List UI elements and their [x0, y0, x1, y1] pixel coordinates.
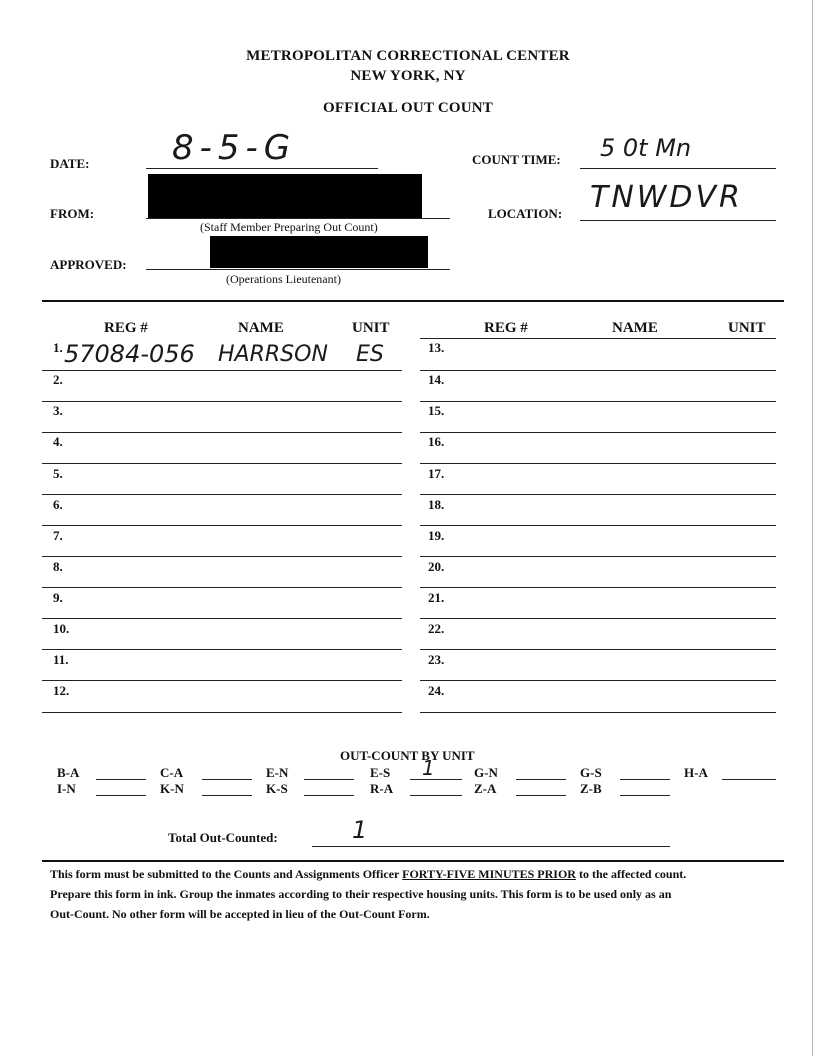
- footer-line-1: [50, 864, 790, 884]
- left-row-line: [42, 432, 402, 433]
- approved-line: [146, 269, 450, 270]
- unit-code: H-A: [684, 765, 708, 780]
- right-row-num: 20.: [428, 559, 445, 574]
- left-row-num: 10.: [53, 621, 70, 636]
- from-line: [146, 218, 450, 219]
- unit-code: B-A: [57, 765, 80, 780]
- right-row-line: [420, 556, 776, 557]
- count-time-line: [580, 168, 776, 169]
- left-row-line: [42, 494, 402, 495]
- unit-blank[interactable]: [304, 779, 354, 780]
- date-value[interactable]: 8-5-G: [172, 128, 297, 168]
- footer-divider: [42, 860, 784, 862]
- right-row-line: [420, 618, 776, 619]
- date-label: DATE:: [50, 156, 90, 171]
- unit-blank[interactable]: [410, 795, 462, 796]
- footer-line-2: Prepare this form in ink. Group the inmates according to their respective housing units. This form is to be used only as an: [50, 887, 672, 901]
- unit-code: R-A: [370, 781, 394, 796]
- right-row-num: 24.: [428, 683, 445, 698]
- unit-blank[interactable]: [410, 779, 462, 780]
- unit-code: E-S: [370, 765, 391, 780]
- right-row-line: [420, 680, 776, 681]
- right-row-line: [420, 432, 776, 433]
- left-name-header: NAME: [238, 320, 284, 336]
- right-row-num: 21.: [428, 590, 445, 605]
- unit-blank[interactable]: [620, 795, 670, 796]
- unit-code: Z-B: [580, 781, 602, 796]
- right-row-num: 19.: [428, 528, 445, 543]
- right-unit-header: UNIT: [728, 320, 766, 336]
- right-row-line: [420, 338, 776, 339]
- unit-code: Z-A: [474, 781, 497, 796]
- footer-emphasis: FORTY-FIVE MINUTES PRIOR: [402, 867, 576, 881]
- from-redaction: [148, 174, 422, 218]
- left-row-num: 1.: [53, 340, 63, 355]
- left-row-line: [42, 401, 402, 402]
- right-row-line: [420, 370, 776, 371]
- left-row-line: [42, 618, 402, 619]
- section-divider: [42, 300, 784, 302]
- unit-code: E-N: [266, 765, 289, 780]
- unit-blank[interactable]: [516, 795, 566, 796]
- left-reg-header: REG #: [104, 320, 148, 336]
- left-row-num: 8.: [53, 559, 63, 574]
- right-row-line: [420, 712, 776, 713]
- right-row-num: 13.: [428, 340, 445, 355]
- right-name-header: NAME: [612, 320, 658, 336]
- left-row-line: [42, 680, 402, 681]
- unit-code: I-N: [57, 781, 76, 796]
- unit-value[interactable]: 1: [422, 756, 435, 780]
- unit-blank[interactable]: [620, 779, 670, 780]
- left-row-reg[interactable]: 57084-056: [64, 340, 195, 368]
- location-value[interactable]: TNWDVR: [590, 180, 743, 215]
- left-row-num: 6.: [53, 497, 63, 512]
- from-label: FROM:: [50, 206, 95, 221]
- right-reg-header: REG #: [484, 320, 528, 336]
- left-row-line: [42, 556, 402, 557]
- right-row-num: 14.: [428, 372, 445, 387]
- left-row-line: [42, 370, 402, 371]
- approved-redaction: [210, 236, 428, 268]
- total-line[interactable]: [312, 846, 670, 847]
- left-row-unit[interactable]: ES: [356, 342, 384, 367]
- left-row-line: [42, 463, 402, 464]
- left-row-num: 2.: [53, 372, 63, 387]
- right-row-num: 23.: [428, 652, 445, 667]
- unit-blank[interactable]: [202, 779, 252, 780]
- unit-code: K-N: [160, 781, 184, 796]
- right-row-line: [420, 463, 776, 464]
- footer-line-3: Out-Count. No other form will be accepted in lieu of the Out-Count Form.: [50, 907, 430, 921]
- left-row-num: 12.: [53, 683, 70, 698]
- count-time-value[interactable]: 5 0t Mn: [600, 134, 692, 162]
- right-row-num: 17.: [428, 466, 445, 481]
- right-row-num: 18.: [428, 497, 445, 512]
- unit-blank[interactable]: [722, 779, 776, 780]
- from-caption: (Staff Member Preparing Out Count): [200, 220, 378, 234]
- footer-text: This form must be submitted to the Counts and Assignments Officer: [50, 867, 403, 881]
- left-row-name[interactable]: HARRSON: [218, 342, 328, 367]
- left-row-line: [42, 649, 402, 650]
- unit-code: G-S: [580, 765, 602, 780]
- right-row-line: [420, 525, 776, 526]
- unit-blank[interactable]: [96, 779, 146, 780]
- unit-code: C-A: [160, 765, 184, 780]
- left-row-num: 5.: [53, 466, 63, 481]
- left-row-num: 11.: [53, 652, 69, 667]
- right-row-line: [420, 494, 776, 495]
- unit-blank[interactable]: [202, 795, 252, 796]
- location-label: LOCATION:: [488, 206, 563, 221]
- total-value[interactable]: 1: [352, 816, 368, 844]
- unit-blank[interactable]: [516, 779, 566, 780]
- page-edge: [812, 0, 813, 1056]
- total-label: Total Out-Counted:: [168, 830, 278, 845]
- footer-text: to the affected count.: [575, 867, 687, 881]
- left-row-num: 4.: [53, 434, 63, 449]
- left-row-line: [42, 712, 402, 713]
- count-time-label: COUNT TIME:: [472, 152, 561, 167]
- date-line: [146, 168, 378, 169]
- right-row-line: [420, 401, 776, 402]
- left-row-num: 9.: [53, 590, 63, 605]
- left-row-line: [42, 587, 402, 588]
- location-line: [580, 220, 776, 221]
- right-row-num: 15.: [428, 403, 445, 418]
- unit-code: K-S: [266, 781, 288, 796]
- unit-code: G-N: [474, 765, 498, 780]
- left-row-num: 3.: [53, 403, 63, 418]
- right-row-num: 22.: [428, 621, 445, 636]
- left-row-line: [42, 525, 402, 526]
- unit-blank[interactable]: [96, 795, 146, 796]
- unit-blank[interactable]: [304, 795, 354, 796]
- right-row-num: 16.: [428, 434, 445, 449]
- left-unit-header: UNIT: [352, 320, 390, 336]
- left-row-num: 7.: [53, 528, 63, 543]
- out-count-title: OUT-COUNT BY UNIT: [340, 748, 475, 763]
- right-row-line: [420, 649, 776, 650]
- institution-name: METROPOLITAN CORRECTIONAL CENTER: [246, 48, 570, 64]
- approved-label: APPROVED:: [50, 257, 127, 272]
- right-row-line: [420, 587, 776, 588]
- form-title: OFFICIAL OUT COUNT: [322, 100, 493, 116]
- institution-city: NEW YORK, NY: [350, 68, 466, 84]
- approved-caption: (Operations Lieutenant): [226, 272, 341, 286]
